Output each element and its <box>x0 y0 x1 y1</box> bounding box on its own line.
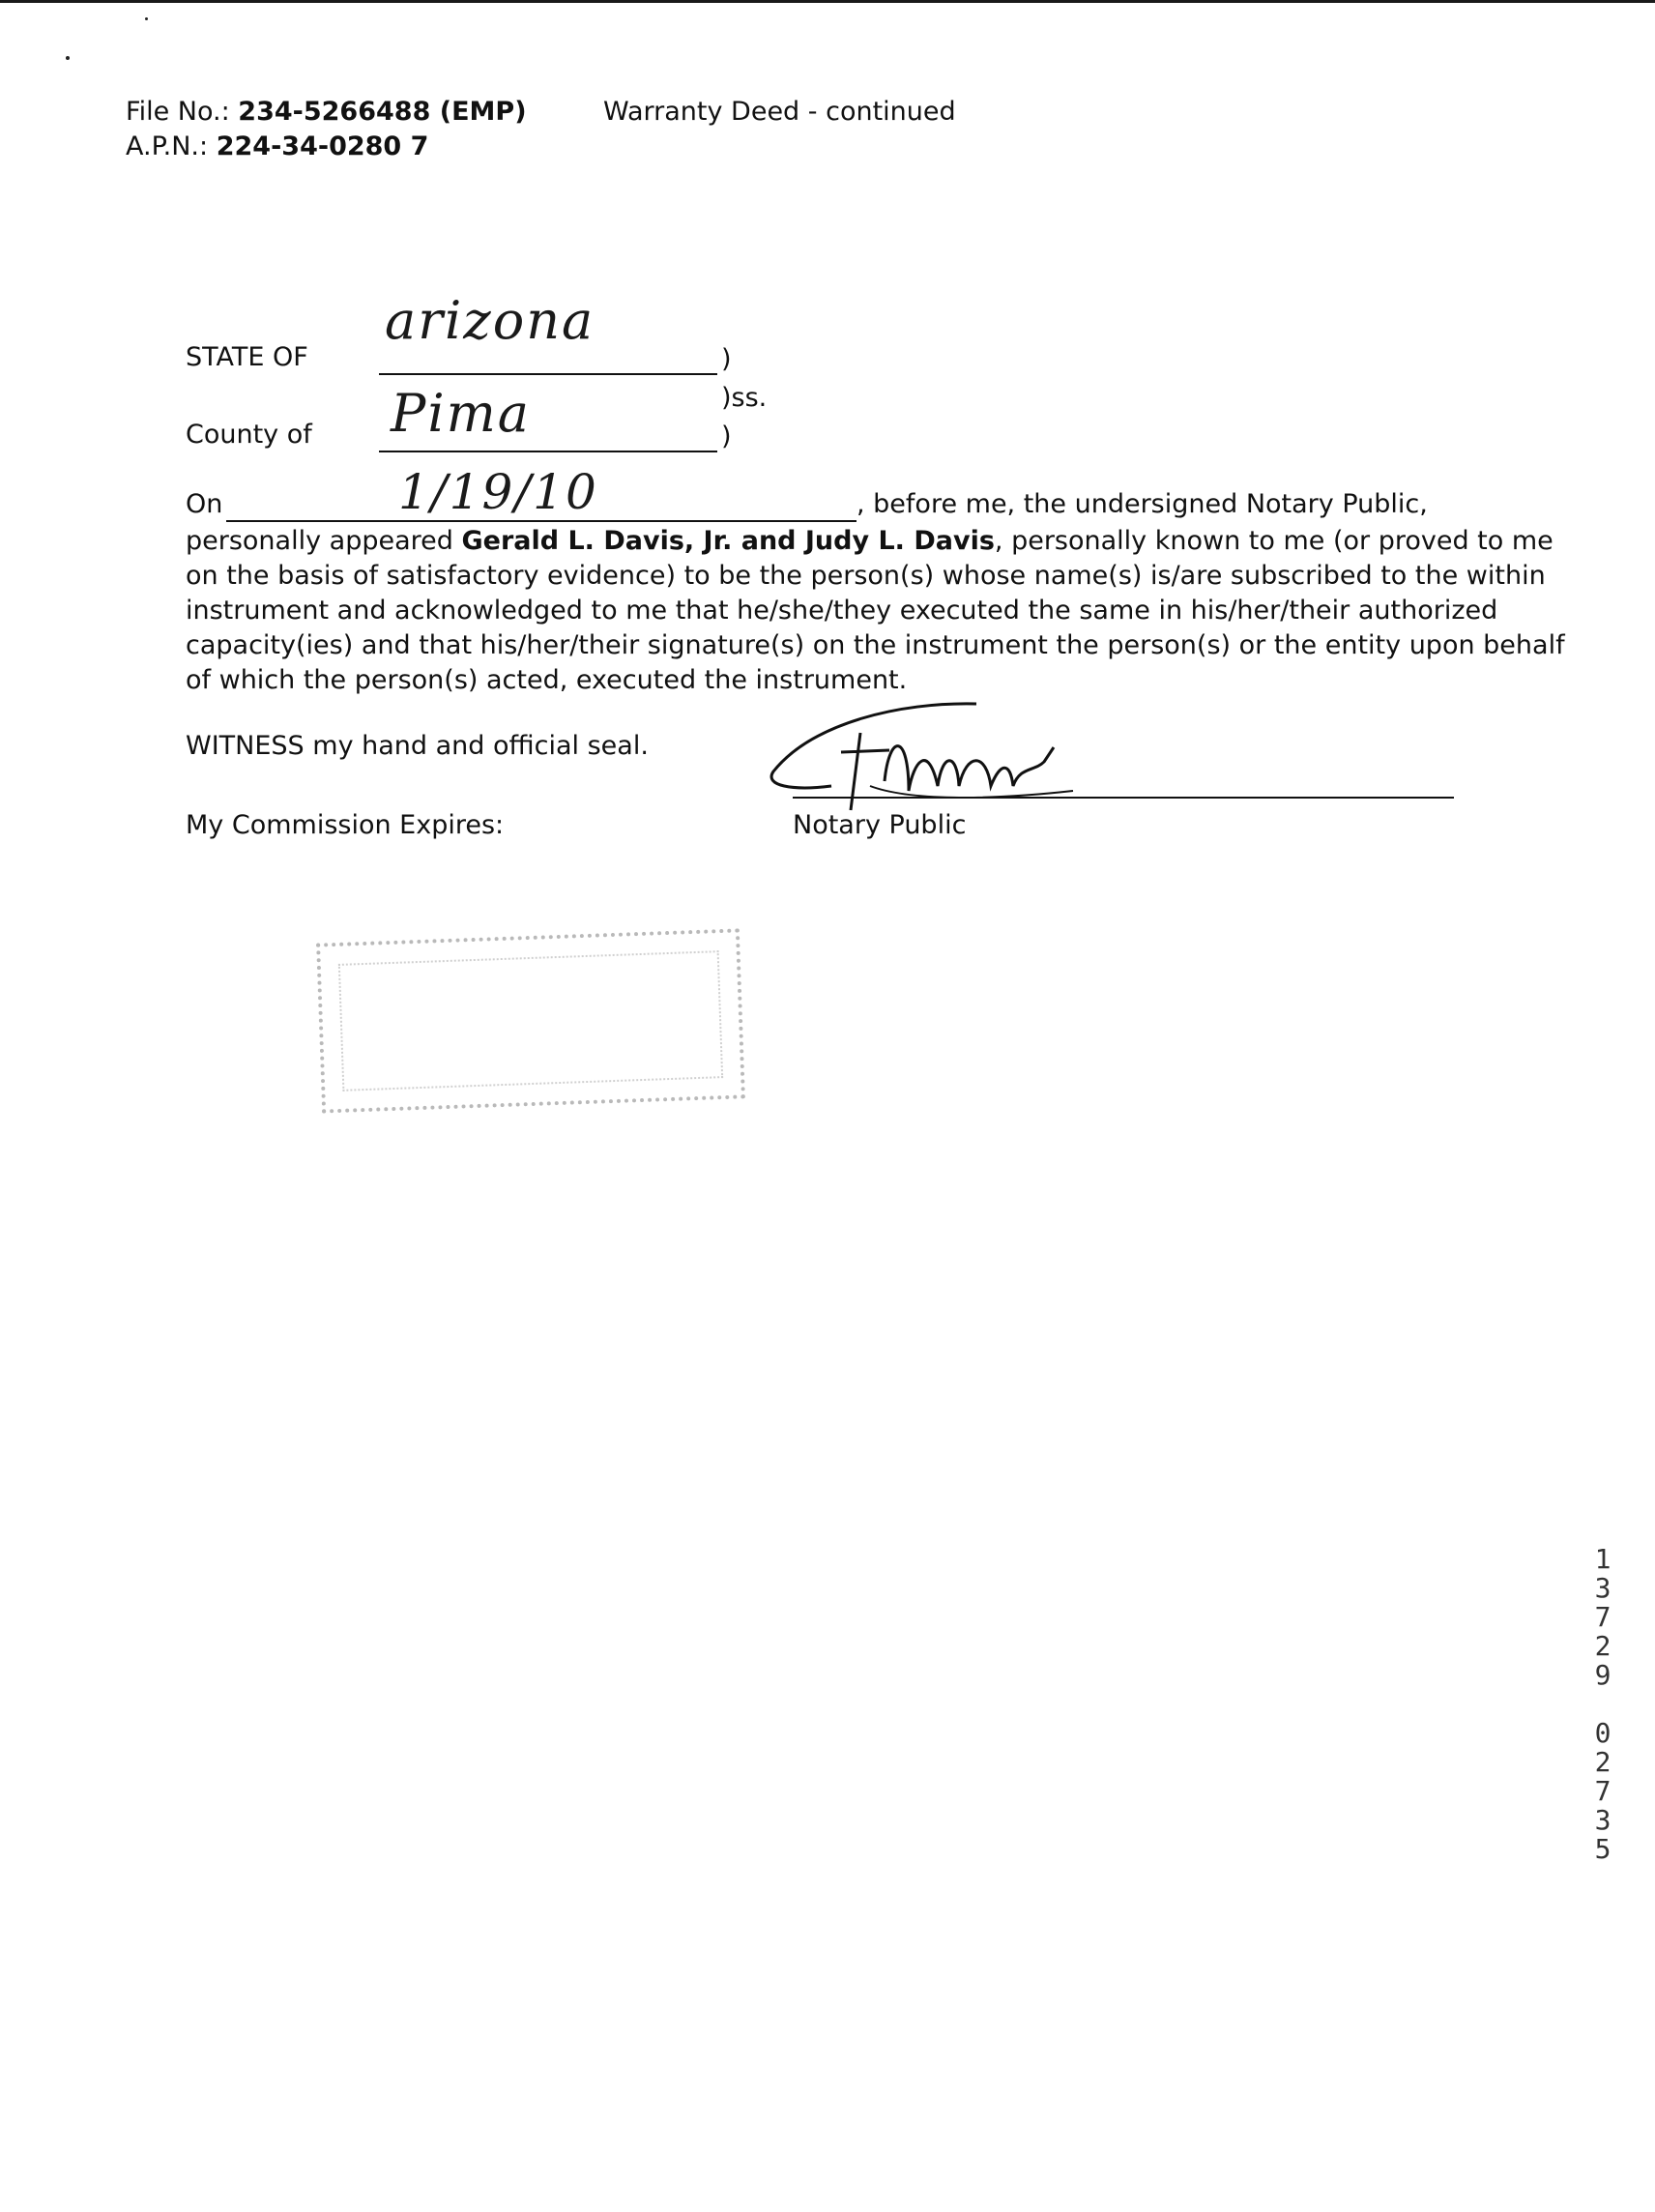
county-label: County of <box>186 420 312 450</box>
top-border-line <box>0 0 1655 3</box>
date-handwritten-value: 1/19/10 <box>398 464 598 520</box>
ack-line-2-start: personally appeared <box>186 526 462 556</box>
notary-seal-stamp <box>316 928 745 1113</box>
ack-line-3: on the basis of satisfactory evidence) to be the person(s) whose name(s) is/are subscribed to the within <box>186 561 1546 591</box>
notary-signature-line <box>793 797 1454 799</box>
state-underline <box>379 373 717 375</box>
ack-line-4: instrument and acknowledged to me that he/she/they executed the same in his/her/their authorized <box>186 596 1498 626</box>
apn-line <box>126 131 428 161</box>
file-no-value: 234-5266488 (EMP) <box>238 97 527 127</box>
ack-line-6: of which the person(s) acted, executed the instrument. <box>186 665 908 695</box>
state-handwritten-value: arizona <box>385 290 595 351</box>
scan-speck <box>145 17 148 20</box>
notary-public-label: Notary Public <box>793 810 967 840</box>
apn-label: A.P.N.: <box>126 131 209 161</box>
state-paren: ) <box>721 344 732 374</box>
state-label: STATE OF <box>186 342 308 372</box>
apn-value: 224-34-0280 7 <box>216 131 429 161</box>
ss-label: )ss. <box>721 383 768 413</box>
acknowledgment-body <box>186 524 1565 698</box>
document-title: Warranty Deed - continued <box>603 97 956 127</box>
margin-recording-number: 1 3 7 2 9 0 2 7 3 5 <box>1594 1543 1611 1865</box>
file-no-label: File No.: <box>126 97 230 127</box>
notary-seal-inner-border <box>338 950 723 1091</box>
ack-line-5: capacity(ies) and that his/her/their signature(s) on the instrument the person(s) or the entity upon behalf <box>186 630 1565 660</box>
ack-line-1-tail: , before me, the undersigned Notary Public, <box>857 489 1428 519</box>
file-number-line <box>126 97 527 127</box>
notary-signature <box>754 694 1102 820</box>
county-underline <box>379 451 717 452</box>
date-underline <box>226 520 857 522</box>
county-paren: ) <box>721 422 732 451</box>
appearing-parties: Gerald L. Davis, Jr. and Judy L. Davis <box>461 526 995 556</box>
witness-text: WITNESS my hand and official seal. <box>186 731 649 761</box>
ack-line-2-end: , personally known to me (or proved to me <box>994 526 1553 556</box>
county-handwritten-value: Pima <box>391 383 532 444</box>
commission-expires-label: My Commission Expires: <box>186 810 505 840</box>
scan-speck <box>66 56 70 60</box>
on-label: On <box>186 489 223 519</box>
ack-line-2 <box>186 524 1553 559</box>
